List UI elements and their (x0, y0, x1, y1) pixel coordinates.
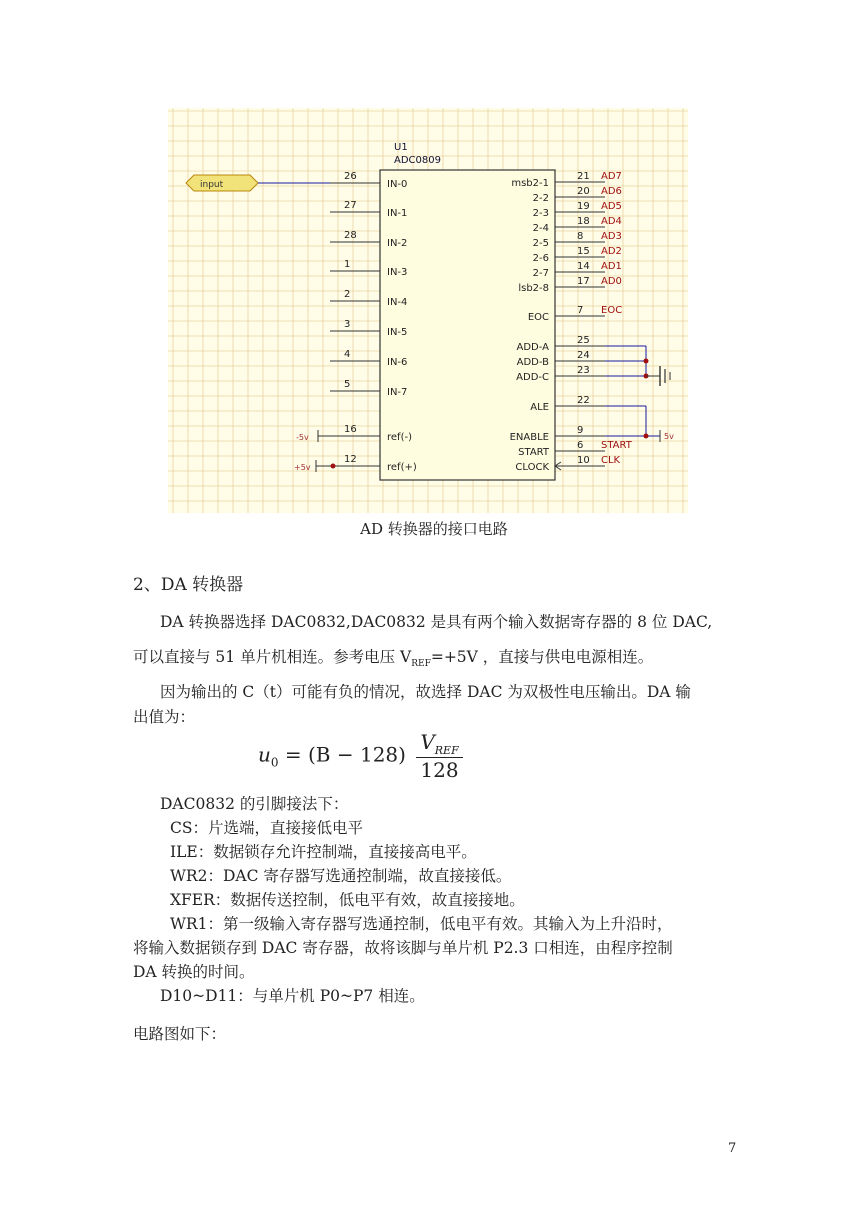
pin-name: IN-3 (387, 267, 408, 278)
pin-name: IN-5 (387, 327, 408, 338)
pin-number: 19 (577, 201, 590, 212)
pin-name: lsb2-8 (518, 283, 549, 294)
pin-name: ADD-C (516, 372, 549, 383)
pin-name: ALE (530, 402, 549, 413)
pin-item-wr2: WR2：DAC 寄存器写选通控制端，故直接接低。 (170, 867, 512, 885)
pin-name: 2-4 (532, 223, 549, 234)
pin-name: ADD-A (516, 342, 549, 353)
paragraph-1-text-a: 可以直接与 51 单片机相连。参考电压 (133, 648, 396, 666)
formula-denominator: 128 (420, 758, 459, 782)
pin-number: 25 (577, 335, 590, 346)
pin-number: 15 (577, 246, 590, 257)
pin-name: ENABLE (509, 432, 549, 443)
vref-value: =+5V (430, 648, 478, 666)
formula-lhs-sub: 0 (270, 755, 279, 770)
net-label-CLK: CLK (601, 455, 621, 466)
net-label-AD5: AD5 (601, 201, 622, 212)
pin-item-cs: CS：片选端，直接接低电平 (170, 819, 363, 837)
pin-name: IN-0 (387, 179, 408, 190)
pin-number: 21 (577, 171, 590, 182)
formula-fraction (416, 730, 462, 782)
enable-junction (644, 434, 649, 439)
pin-number: 8 (577, 231, 584, 242)
pin-number: 24 (577, 350, 590, 361)
pin-item-wr1: WR1：第一级输入寄存器写选通控制，低电平有效。其输入为上升沿时， (170, 915, 673, 933)
net-label-AD7: AD7 (601, 171, 622, 182)
pin-number: 18 (577, 216, 590, 227)
pin-number: 28 (344, 230, 357, 241)
pin-number: 7 (577, 305, 584, 316)
adc-interface-schematic (168, 108, 688, 513)
pin-name: 2-7 (532, 268, 549, 279)
formula-lhs: u (258, 742, 271, 767)
ref-plus-junction (331, 464, 336, 469)
dac-output-formula (258, 730, 463, 782)
input-port-label: input (200, 180, 224, 190)
chip-name: ADC0809 (394, 155, 441, 166)
pin-number: 2 (344, 289, 351, 300)
formula-middle: = (B − 128) (278, 742, 406, 767)
net-label-EOC: EOC (601, 305, 623, 316)
add-b-junction (644, 359, 649, 364)
vref-subscript: REF (411, 659, 431, 670)
pin-name: IN-2 (387, 238, 408, 249)
pin-item-wr1-cont-1: 将输入数据锁存到 DAC 寄存器，故将该脚与单片机 P2.3 口相连，由程序控制 (133, 939, 673, 957)
net-label-AD1: AD1 (601, 261, 622, 272)
pin-name: ADD-B (516, 357, 549, 368)
pin-number: 27 (344, 200, 357, 211)
pin-item-xfer: XFER：数据传送控制，低电平有效，故直接接地。 (170, 891, 525, 909)
pin-item-data: D10~D11：与单片机 P0~P7 相连。 (160, 987, 425, 1005)
pin-name: IN-6 (387, 357, 408, 368)
pin-number: 12 (344, 454, 357, 465)
pin-name: EOC (527, 312, 549, 323)
pin-number: 26 (344, 171, 357, 182)
pin-number: 5 (344, 379, 351, 390)
vref-expression (400, 648, 478, 670)
net-label-AD0: AD0 (601, 276, 622, 287)
net-label-AD6: AD6 (601, 186, 622, 197)
formula-num-sub: REF (434, 744, 459, 757)
pin-number: 20 (577, 186, 590, 197)
pin-name: msb2-1 (511, 178, 549, 189)
circuit-label: 电路图如下： (133, 1025, 227, 1043)
net-label-AD2: AD2 (601, 246, 622, 257)
chip-ref: U1 (394, 142, 408, 153)
pin-number: 9 (577, 425, 584, 436)
pin-name: 2-3 (532, 208, 549, 219)
page-number: 7 (728, 1141, 737, 1156)
pin-number: 22 (577, 395, 590, 406)
paragraph-1-text-b: ，直接与供电电源相连。 (482, 648, 654, 666)
pin-number: 10 (577, 455, 590, 466)
pin-number: 1 (344, 259, 351, 270)
pin-number: 4 (344, 349, 351, 360)
pin-name: ref(+) (387, 462, 417, 473)
pin-name: IN-1 (387, 208, 408, 219)
pin-number: 3 (344, 319, 351, 330)
pin-name: 2-5 (532, 238, 549, 249)
paragraph-2-line-1: 因为输出的 C（t）可能有负的情况，故选择 DAC 为双极性电压输出。DA 输 (160, 683, 691, 701)
net-label-START: START (601, 440, 632, 451)
net-label-AD4: AD4 (601, 216, 622, 227)
pin-item-ile: ILE：数据锁存允许控制端，直接接高电平。 (170, 843, 477, 861)
pin-number: 23 (577, 365, 590, 376)
vcc-label: 5v (664, 432, 674, 441)
pin-name: IN-7 (387, 387, 408, 398)
pin-item-wr1-cont-2: DA 转换的时间。 (133, 963, 255, 981)
ref-minus-label: -5v (296, 433, 309, 442)
pin-name: ref(-) (387, 432, 412, 443)
vref-symbol: V (400, 648, 412, 666)
paragraph-1-line-1: DA 转换器选择 DAC0832,DAC0832 是具有两个输入数据寄存器的 8 位 DAC, (160, 613, 713, 631)
formula-num-symbol: V (420, 730, 435, 754)
ref-plus-label: +5v (294, 463, 311, 472)
net-label-AD3: AD3 (601, 231, 622, 242)
paragraph-2-line-2: 出值为： (133, 708, 196, 726)
pins-intro: DAC0832 的引脚接法下： (160, 795, 349, 813)
pin-number: 17 (577, 276, 590, 287)
pin-name: IN-4 (387, 297, 408, 308)
paragraph-1-line-2 (133, 645, 653, 669)
pin-number: 6 (577, 440, 584, 451)
pin-name: START (518, 447, 549, 458)
pin-number: 16 (344, 424, 357, 435)
pin-number: 14 (577, 261, 590, 272)
formula-numerator (416, 730, 462, 758)
pin-name: CLOCK (515, 462, 549, 473)
figure-caption: AD 转换器的接口电路 (360, 520, 508, 538)
pin-name: 2-6 (532, 253, 549, 264)
pin-name: 2-2 (532, 193, 549, 204)
section-heading: 2、DA 转换器 (133, 575, 244, 595)
